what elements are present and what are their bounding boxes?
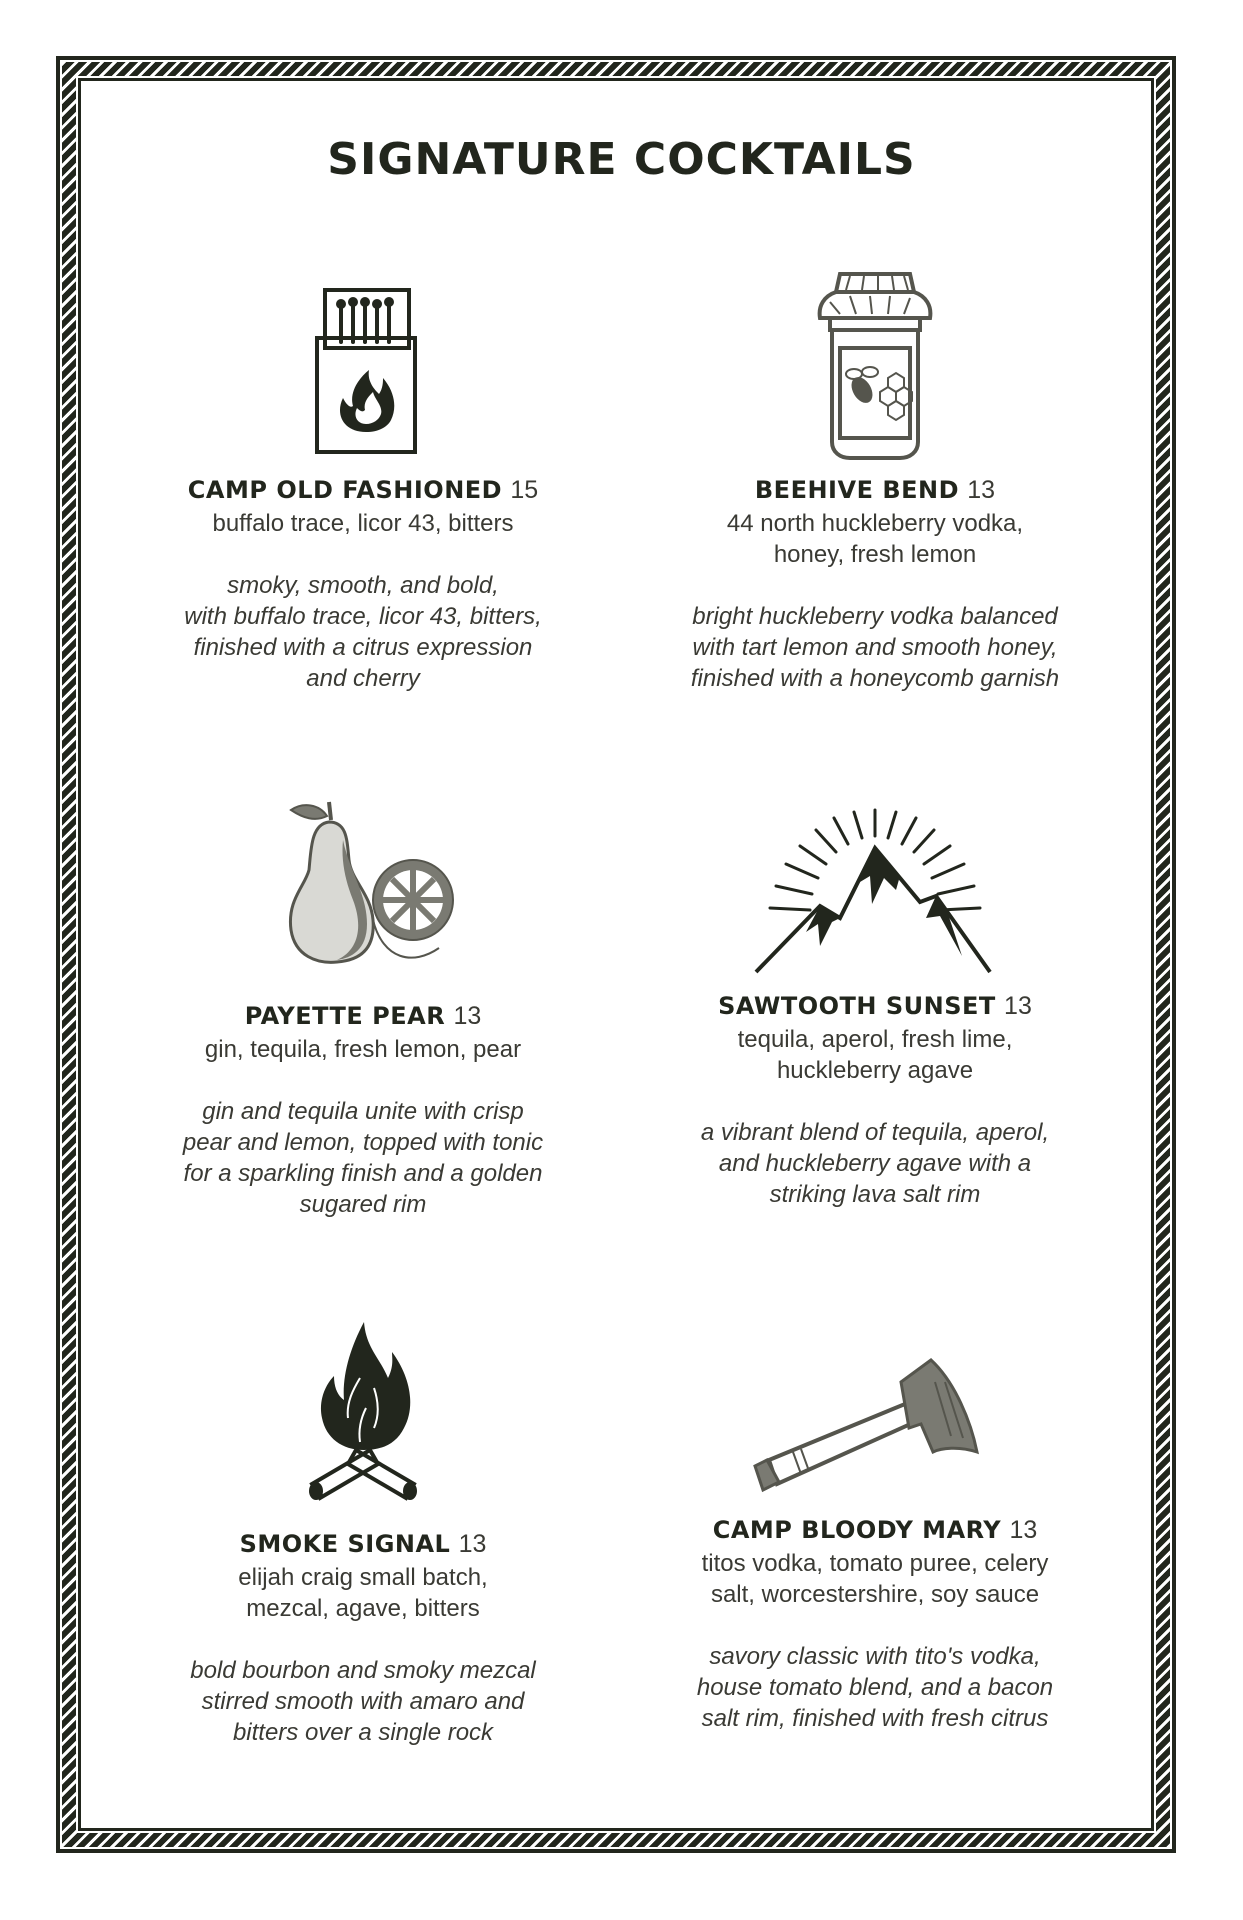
- ingredients-line: elijah craig small batch,: [238, 1564, 488, 1591]
- ingredients-line: mezcal, agave, bitters: [246, 1595, 480, 1622]
- description-line: smoky, smooth, and bold,: [227, 572, 499, 599]
- item-name: PAYETTE PEAR: [244, 1002, 446, 1030]
- item-name: CAMP OLD FASHIONED: [187, 476, 503, 504]
- description-line: striking lava salt rim: [769, 1181, 981, 1208]
- description-line: stirred smooth with amaro and: [201, 1688, 525, 1715]
- description-line: bright huckleberry vodka balanced: [692, 603, 1058, 630]
- rope-border-twist: [62, 62, 1170, 1847]
- description-line: and huckleberry agave with a: [718, 1150, 1032, 1177]
- item-name: SMOKE SIGNAL: [239, 1530, 451, 1558]
- description-line: for a sparkling finish and a golden: [183, 1160, 543, 1187]
- description-line: bitters over a single rock: [232, 1719, 494, 1746]
- item-name: CAMP BLOODY MARY: [712, 1516, 1002, 1544]
- item-price: 13: [458, 1530, 487, 1558]
- description-line: bold bourbon and smoky mezcal: [190, 1657, 536, 1684]
- page-title: SIGNATURE COCKTAILS: [327, 134, 916, 185]
- description-line: finished with a honeycomb garnish: [690, 665, 1060, 692]
- ingredients-line: buffalo trace, licor 43, bitters: [212, 510, 514, 537]
- item-name: BEEHIVE BEND: [754, 476, 960, 504]
- item-price: 13: [967, 476, 996, 504]
- item-price: 15: [510, 476, 539, 504]
- description-line: and cherry: [306, 665, 420, 692]
- item-price: 13: [453, 1002, 482, 1030]
- description-line: pear and lemon, topped with tonic: [182, 1129, 544, 1156]
- ingredients-line: huckleberry agave: [776, 1057, 974, 1084]
- description-line: house tomato blend, and a bacon: [696, 1674, 1054, 1701]
- ingredients-line: 44 north huckleberry vodka,: [726, 510, 1024, 537]
- description-line: a vibrant blend of tequila, aperol,: [700, 1119, 1050, 1146]
- ingredients-line: titos vodka, tomato puree, celery: [701, 1550, 1049, 1577]
- item-price: 13: [1009, 1516, 1038, 1544]
- description-line: salt rim, finished with fresh citrus: [701, 1705, 1049, 1732]
- description-line: with buffalo trace, licor 43, bitters,: [184, 603, 542, 630]
- description-line: savory classic with tito's vodka,: [709, 1643, 1041, 1670]
- description-line: with tart lemon and smooth honey,: [692, 634, 1058, 661]
- ingredients-line: tequila, aperol, fresh lime,: [737, 1026, 1013, 1053]
- rope-border: [56, 56, 1176, 1853]
- ingredients-line: gin, tequila, fresh lemon, pear: [204, 1036, 522, 1063]
- description-line: finished with a citrus expression: [193, 634, 533, 661]
- item-price: 13: [1004, 992, 1032, 1020]
- description-line: gin and tequila unite with crisp: [202, 1098, 524, 1125]
- description-line: sugared rim: [299, 1191, 427, 1218]
- ingredients-line: salt, worcestershire, soy sauce: [710, 1581, 1040, 1608]
- ingredients-line: honey, fresh lemon: [773, 541, 977, 568]
- item-name: SAWTOOTH SUNSET: [718, 992, 996, 1020]
